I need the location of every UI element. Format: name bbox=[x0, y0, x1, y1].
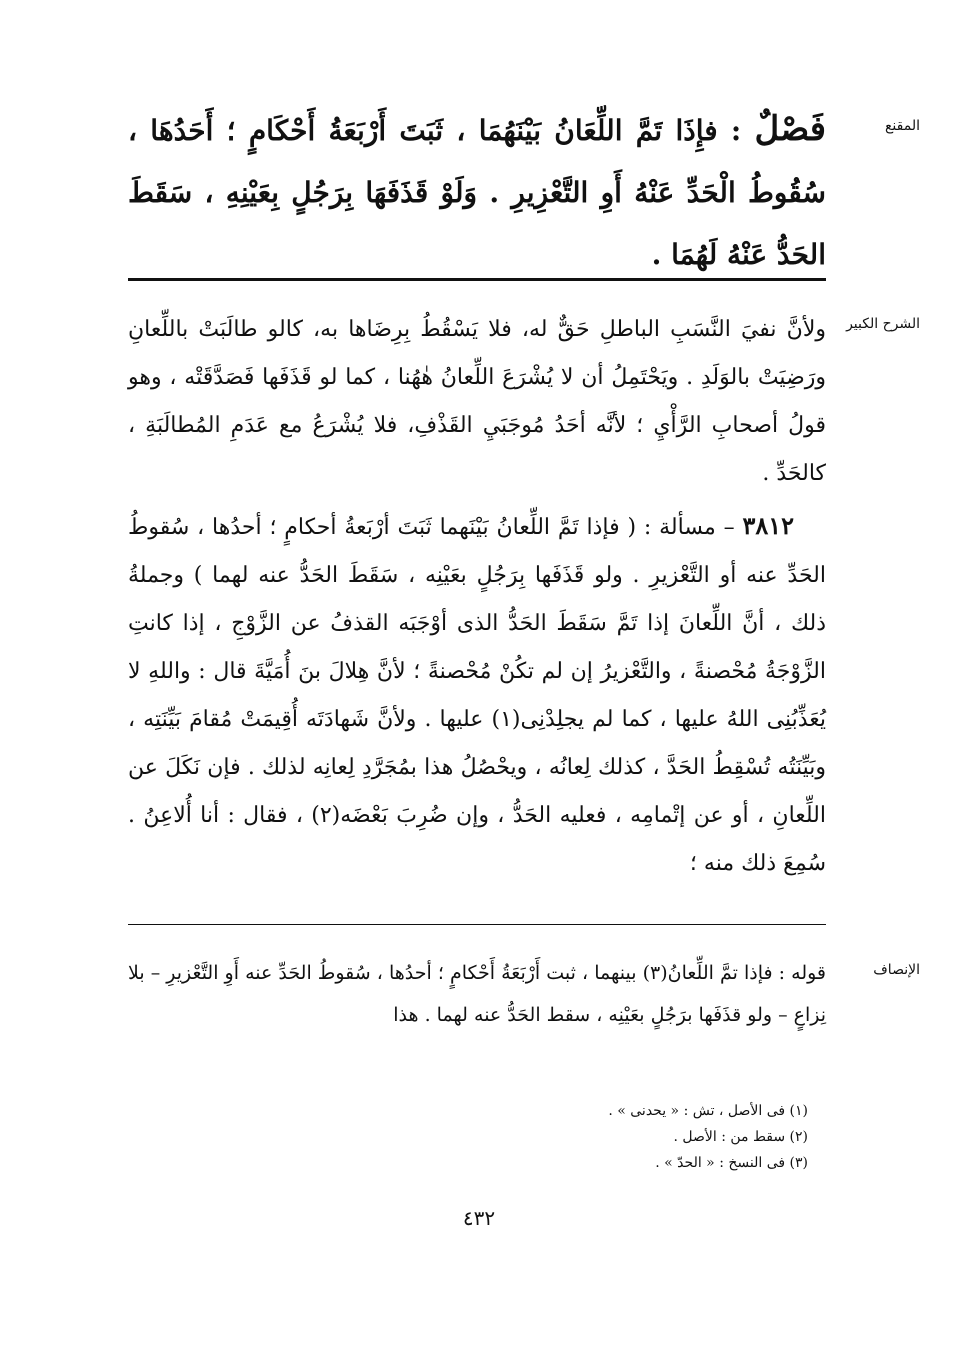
muqni-body: : فإِذَا تَمَّ اللِّعَانُ بَيْنَهُمَا ، ثَبَتَ أَرْبَعَةُ أَحْكَامٍ ؛ أَحَدُهَا ، سُقُوطُ الْحَدِّ عَنْهُ أَوِ التَّعْزِيرِ . وَلَوْ قَذَفَهَا بِرَجُلٍ بِعَيْنِهِ ، سَقَطَ الحَدُّ عَنْهُ لَهُمَا . bbox=[128, 114, 826, 271]
label-muqni: المقنع bbox=[884, 118, 920, 134]
muqni-lead: فَصْلٌ bbox=[754, 109, 827, 149]
footnote: (٢) سقط من : الأصل . bbox=[673, 1129, 808, 1145]
muqni-text bbox=[128, 98, 826, 286]
footnotes bbox=[608, 1098, 808, 1176]
issue-number: ٣٨١٢ bbox=[742, 511, 794, 540]
footnote: (٣) فى النسخ : « الحدّ » . bbox=[655, 1155, 808, 1171]
sharh-text bbox=[128, 306, 826, 888]
sharh-paragraph-1: ولأنَّ نفيَ النَّسَبِ الباطلِ حَقٌّ له، فلا يَسْقُطُ بِرِضَاها به، كالو طالَبَتْ باللِّعانِ ورَضِيَتْ بالوَلَدِ . ويَحْتَمِلُ أن لا يُشْرَعَ اللِّعانُ هٰهُنا ، كما لو قَذَفَها فَصَدَّقَتْه ، وهو قولُ أصحابِ الرَّأْيِ ؛ لأنَّه أحَدُ مُوجَبَيِ القَذْفِ، فلا يُشْرَعُ مع عَدَمِ المُطالَبَةِ ، كالحَدِّ . bbox=[128, 317, 827, 486]
section-divider bbox=[128, 278, 826, 281]
sharh-paragraph-2 bbox=[128, 502, 826, 888]
section-divider-thin bbox=[128, 924, 826, 925]
label-insaf: الإنصاف bbox=[873, 962, 920, 978]
insaf-paragraph: قوله : فإذا تمَّ اللِّعانُ(٣) بينهما ، ثبت أَرْبَعَةُ أَحْكامٍ ؛ أحدُها ، سُقوطُ الحَدِّ عنه أَوِ التَّعْزيرِ – بلا نِزاعٍ – ولو قذَفَها برَجُلٍ بعَيْنِه ، سقط الحَدُّ عنه لهما . هذا bbox=[128, 962, 826, 1026]
label-sharh: الشرح الكبير bbox=[846, 316, 920, 332]
footnote: (١) فى الأصل ، تش : « يحدنى » . bbox=[608, 1103, 808, 1119]
insaf-text bbox=[128, 952, 826, 1036]
sharh-paragraph-2-body: – مسألة : ( فإذا تَمَّ اللِّعانُ بَيْنَهما ثَبَتَ أرْبَعةُ أحكامٍ ؛ أحدُها ، سُقوطُ الحَدِّ عنه أو التَّعْزيرِ . ولو قَذَفَها بِرَجُلٍ بعَيْنِه ، سَقَطَ الحَدُّ عنه لهما ) وجملةُ ذلك ، أنَّ اللِّعانَ إذا تَمَّ سَقَطَ الحَدُّ الذى أوْجَبَه القذفُ عن الزَّوْجِ ، إذا كانتِ الزَّوْجَةُ مُحْصنةً ، والتَّعْزيرُ إن لم تكُنْ مُحْصنةً ؛ لأنَّ هِلالَ بنَ أُمَيَّةَ قال : واللهِ لا يُعَذِّبُنِى اللهُ عليها ، كما لم يجلِدْنِى(١) عليها . ولأنَّ شَهادَتَه أُقِيمَتْ مُقامَ بَيِّنَتِه ، وبَيِّنَتُه تُسْقِطُ الحَدَّ ، كذلك لِعانُه ، ويحْصُلُ هذا بمُجَرَّدِ لِعانِه لذلك . فإن نَكَلَ عن اللِّعانِ ، أو عن إتْمامِه ، فعليه الحَدُّ ، وإن ضُرِبَ بَعْضَه(٢) ، فقال : أنا أُلاعِنُ . سُمِعَ ذلك منه ؛ bbox=[128, 515, 827, 876]
page-number: ٤٣٢ bbox=[462, 1206, 496, 1230]
